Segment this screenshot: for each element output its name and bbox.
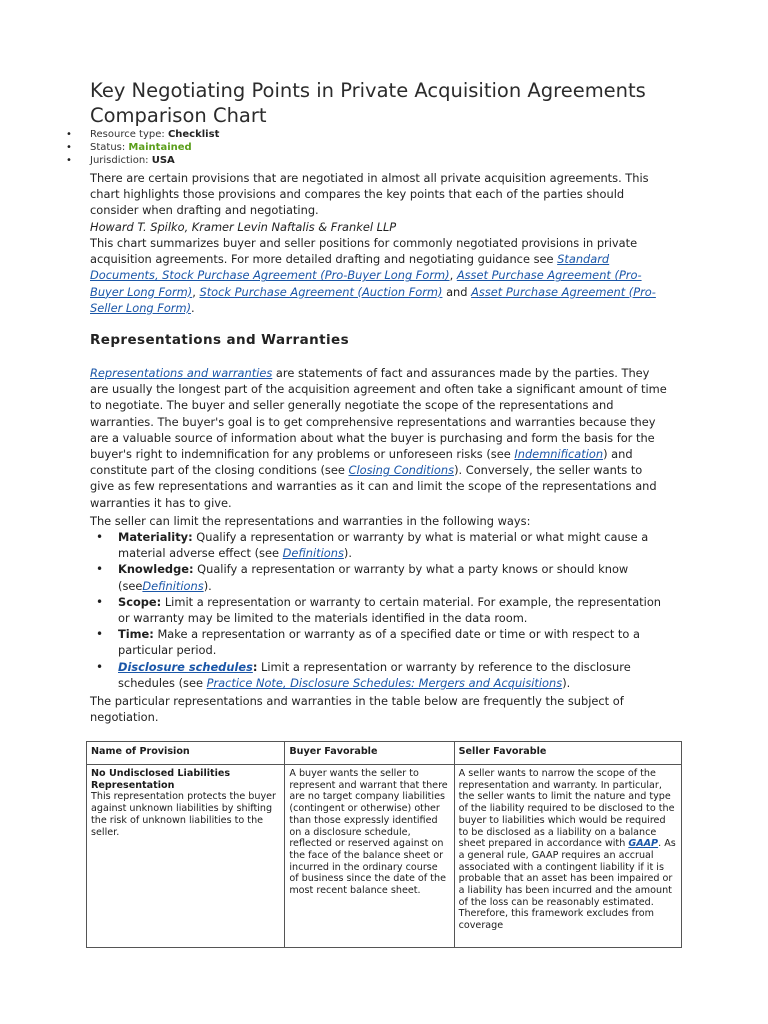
section-heading: Representations and Warranties (90, 332, 350, 348)
list-item: • Scope: Limit a representation or warranty to certain material. For example, the representation or warranty may be limited to the materials identified in the data room. (90, 594, 670, 626)
link-apa-pro-seller[interactable]: Asset Purchase Agreement (Pro-Seller Long Form) (90, 284, 656, 315)
summary-paragraph: This chart summarizes buyer and seller positions for commonly negotiated provisions in private acquisition agreements. For more detailed drafting and negotiating guidance see Standard Documents, Stock Purchase Agreement (Pro-Buyer Long Form), Asset Purchase Agreement (Pro-Buyer Long Form), Stock Purchase Agreement (Auction Form) and Asset Purchase Agreement (Pro-Seller Long Form). (90, 236, 656, 315)
link-practice-note[interactable]: Practice Note, Disclosure Schedules: Mergers and Acquisitions (206, 675, 563, 690)
list-item: • Time: Make a representation or warranty as of a specified date or time or with respect to a particular period. (90, 626, 670, 658)
jurisdiction-value: USA (151, 155, 175, 166)
provision-text: This representation protects the buyer against unknown liabilities by shifting the risk of unknown liabilities to the seller. (91, 791, 276, 838)
status-value: Maintained (128, 142, 192, 153)
provision-title: No Undisclosed Liabilities Representation (91, 768, 231, 791)
limit-ways-list (90, 529, 670, 691)
intro-paragraph: There are certain provisions that are negotiated in almost all private acquisition agreements. This chart highlights those provisions and compares the key points that each of the parties should consider when drafting and negotiating. (90, 171, 649, 218)
link-indemnification[interactable]: Indemnification (514, 447, 604, 462)
list-item: • Disclosure schedules: Limit a representation or warranty by reference to the disclosure schedules (see Practice Note, Disclosure Schedules: Mergers and Acquisitions). (90, 659, 670, 691)
meta-resource-type: • Resource type: Checklist (66, 128, 219, 141)
link-definitions[interactable]: Definitions (142, 578, 204, 593)
column-header-buyer: Buyer Favorable (285, 742, 454, 765)
page-title: Key Negotiating Points in Private Acquisition Agreements Comparison Chart (90, 79, 646, 127)
link-definitions[interactable]: Definitions (282, 546, 344, 561)
link-standard-documents[interactable]: Standard Documents, Stock Purchase Agreement (Pro-Buyer Long Form) (90, 252, 610, 283)
table-row (87, 765, 682, 948)
link-closing-conditions[interactable]: Closing Conditions (348, 463, 455, 478)
rw-paragraph: Representations and warranties are statements of fact and assurances made by the parties. They are usually the longest part of the acquisition agreement and often take a significant amount of time to negotiate. The buyer and seller generally negotiate the scope of the representations and warranties. The buyer's goal is to get comprehensive representations and warranties because they are a valuable source of information about what the buyer is purchasing and form the basis for the buyer's right to indemnification for any problems or unforeseen risks (see Indemnification) and constitute part of the closing conditions (see Closing Conditions). Conversely, the seller wants to give as few representations and warranties as it can and limit the scope of the representations and warranties it has to give. (90, 366, 667, 510)
resource-meta-list (66, 128, 219, 167)
meta-jurisdiction: • Jurisdiction: USA (66, 154, 219, 167)
column-header-seller: Seller Favorable (454, 742, 681, 765)
list-item: • Knowledge: Qualify a representation or warranty by what a party knows or should know (seeDefinitions). (90, 561, 670, 593)
list-item: • Materiality: Qualify a representation or warranty by what is material or what might cause a material adverse effect (see Definitions). (90, 529, 670, 561)
author-line: Howard T. Spilko, Kramer Levin Naftalis & Frankel LLP (90, 220, 397, 234)
cell-seller: A seller wants to narrow the scope of the representation and warranty. In particular, the seller wants to limit the nature and type of the liability required to be disclosed to the buyer to liabilities which would be required to be disclosed as a liability on a balance sheet prepared in accordance with GAAP. As a general rule, GAAP requires an accrual associated with a contingent liability if it is probable that an asset has been impaired or a liability has been incurred and the amount of the loss can be reasonably estimated. Therefore, this framework excludes from coverage (454, 765, 681, 948)
link-disclosure-schedules[interactable]: Disclosure schedules (118, 659, 253, 674)
meta-status: • Status: Maintained (66, 141, 219, 154)
ways-intro: The seller can limit the representations and warranties in the following ways: (90, 514, 531, 528)
comparison-table (86, 741, 682, 948)
link-gaap[interactable]: GAAP (628, 838, 659, 850)
cell-provision (87, 765, 285, 948)
table-intro: The particular representations and warranties in the table below are frequently the subject of negotiation. (90, 694, 624, 725)
table-header-row (87, 742, 682, 765)
link-spa-auction[interactable]: Stock Purchase Agreement (Auction Form) (199, 284, 443, 299)
link-representations-warranties[interactable]: Representations and warranties (90, 366, 273, 380)
column-header-provision: Name of Provision (87, 742, 285, 765)
link-apa-pro-buyer[interactable]: Asset Purchase Agreement (Pro-Buyer Long Form) (90, 268, 642, 299)
cell-buyer: A buyer wants the seller to represent and warrant that there are no target company liabilities (contingent or otherwise) other than those expressly identified on a disclosure schedule, reflected or reserved against on the face of the balance sheet or incurred in the ordinary course of business since the date of the most recent balance sheet. (285, 765, 454, 948)
resource-type-value: Checklist (167, 129, 220, 140)
